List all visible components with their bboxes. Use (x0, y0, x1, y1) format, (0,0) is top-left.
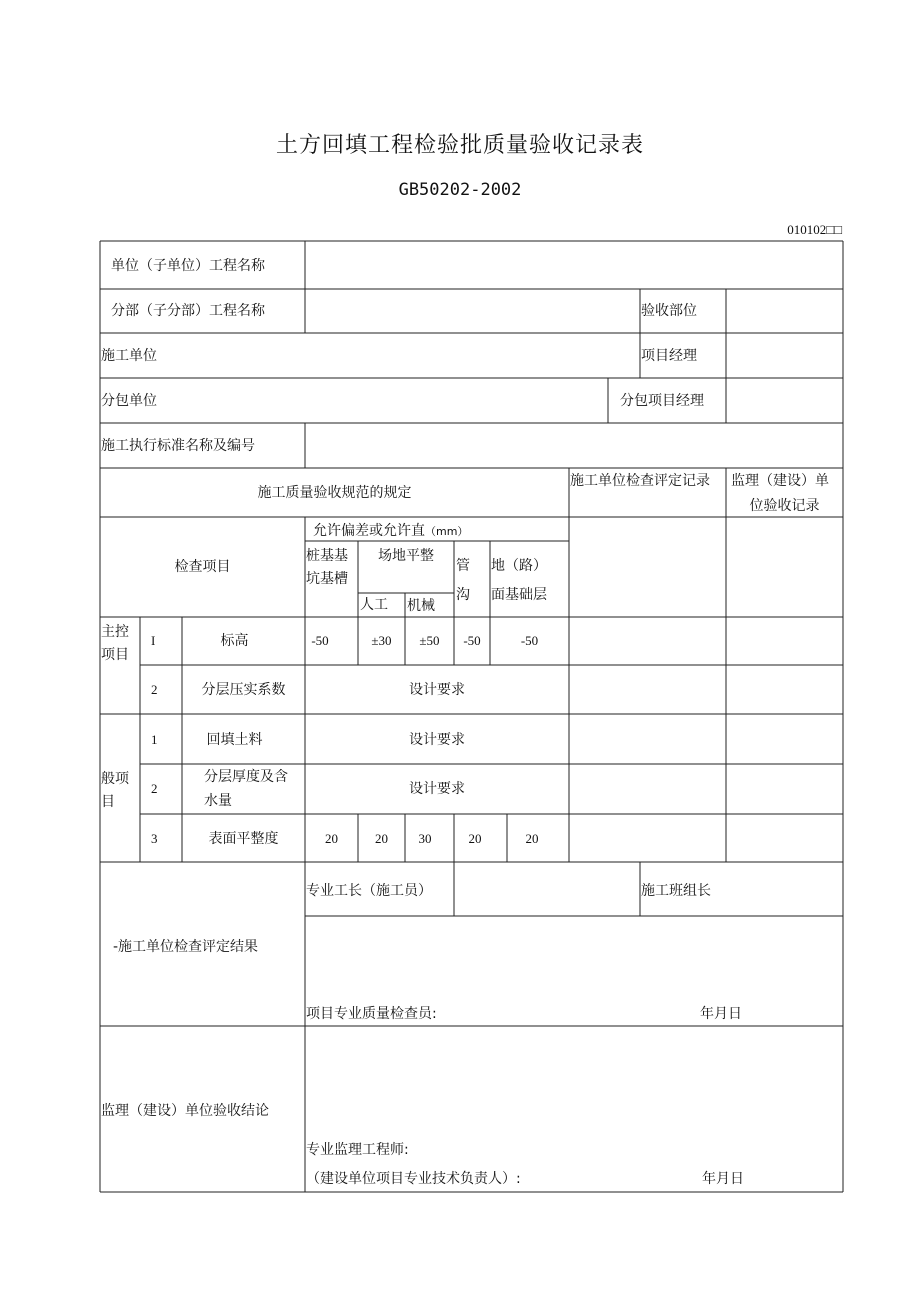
tolerance-header (313, 522, 468, 541)
spec-rules-header: 施工质量验收规范的规定 (257, 485, 412, 501)
exec-standard-label: 施工执行标准名称及编号 (101, 438, 255, 454)
sub-project-label: 分部（子分部）工程名称 (111, 303, 265, 319)
tolerance-unit: （mm） (425, 525, 469, 538)
table-cell-requirement: 设计要求 (409, 682, 465, 698)
table-cell-value: 30 (418, 831, 432, 846)
pile-header-line1: 桩基基 (306, 548, 348, 564)
table-cell-value: 20 (468, 831, 482, 846)
table-cell-value: ±50 (419, 633, 440, 648)
table-cell-value: -50 (463, 633, 481, 648)
construct-result-label: -施工单位检查评定结果 (113, 939, 259, 955)
table-row-name: 分层压实系数 (201, 682, 286, 698)
general-group-label-line1: 般项 (101, 771, 129, 787)
road-header-line2: 面基础层 (491, 587, 547, 603)
general-group-label-line2: 目 (101, 794, 115, 810)
supervise-engineer-label: 专业监理工程师: (306, 1142, 409, 1158)
table-row-no: 1 (151, 732, 158, 747)
table-row-name: 回填土料 (206, 732, 263, 748)
project-manager-label: 项目经理 (641, 348, 697, 364)
standard-code: GB50202-2002 (398, 180, 522, 200)
table-cell-value: 20 (325, 831, 338, 846)
table-cell-requirement: 设计要求 (409, 732, 465, 748)
main-group-label-line2: 项目 (101, 647, 129, 663)
main-group-label-line1: 主控 (101, 624, 129, 640)
sub-project-manager-label: 分包项目经理 (620, 393, 704, 409)
supervise-record-header-line2: 位验收记录 (749, 498, 820, 514)
table-row-name: 表面平整度 (208, 831, 279, 847)
manual-header: 人工 (360, 597, 388, 613)
tolerance-label: 允许偏差或允许 (313, 523, 411, 539)
table-cell-requirement: 设计要求 (409, 781, 465, 797)
road-header-line1: 地（路） (491, 558, 547, 574)
form-number: 010102□□ (787, 222, 842, 237)
table-row-name-line1: 分层厚度及含 (204, 769, 288, 785)
tolerance-tail: 直 (411, 523, 425, 539)
table-row-no: 2 (151, 682, 158, 697)
site-level-header: 场地平整 (378, 548, 434, 564)
supervise-conclusion-label: 监理（建设）单位验收结论 (101, 1103, 269, 1119)
pipe-header-line1: 管 (456, 558, 470, 574)
subcontract-unit-label: 分包单位 (101, 393, 157, 409)
table-cell-value: ±30 (371, 633, 392, 648)
table-cell-value: -50 (311, 633, 329, 648)
foreman-label: 专业工长（施工员） (306, 883, 432, 899)
machine-header: 机械 (407, 598, 435, 614)
owner-rep-label: （建设单位项目专业技术负责人）: (306, 1171, 521, 1187)
conclusion-date: 年月日 (702, 1171, 744, 1187)
team-leader-label: 施工班组长 (641, 883, 711, 899)
construct-unit-label: 施工单位 (101, 348, 157, 364)
table-row-no: 2 (151, 781, 158, 796)
table-cell-value: -50 (520, 633, 539, 648)
table-row-no: 3 (151, 831, 158, 846)
construct-record-header: 施工单位检查评定记录 (570, 473, 710, 489)
table-row-name: 标高 (220, 633, 249, 649)
page-title: 土方回填工程检验批质量验收记录表 (275, 133, 644, 158)
table-row-name-line2: 水量 (204, 793, 232, 809)
unit-project-label: 单位（子单位）工程名称 (111, 258, 265, 274)
inspector-date: 年月日 (700, 1006, 742, 1022)
table-cell-value: 20 (525, 831, 539, 846)
inspector-label: 项目专业质量检查员: (306, 1006, 437, 1022)
pipe-header-line2: 沟 (456, 587, 470, 603)
accept-part-label: 验收部位 (641, 303, 697, 319)
supervise-record-header-line1: 监理（建设）单 (731, 473, 829, 489)
check-items-header: 检查项目 (174, 559, 231, 575)
pile-header-line2: 坑基槽 (306, 571, 348, 587)
table-row-no: I (151, 633, 156, 648)
table-cell-value: 20 (375, 831, 388, 846)
